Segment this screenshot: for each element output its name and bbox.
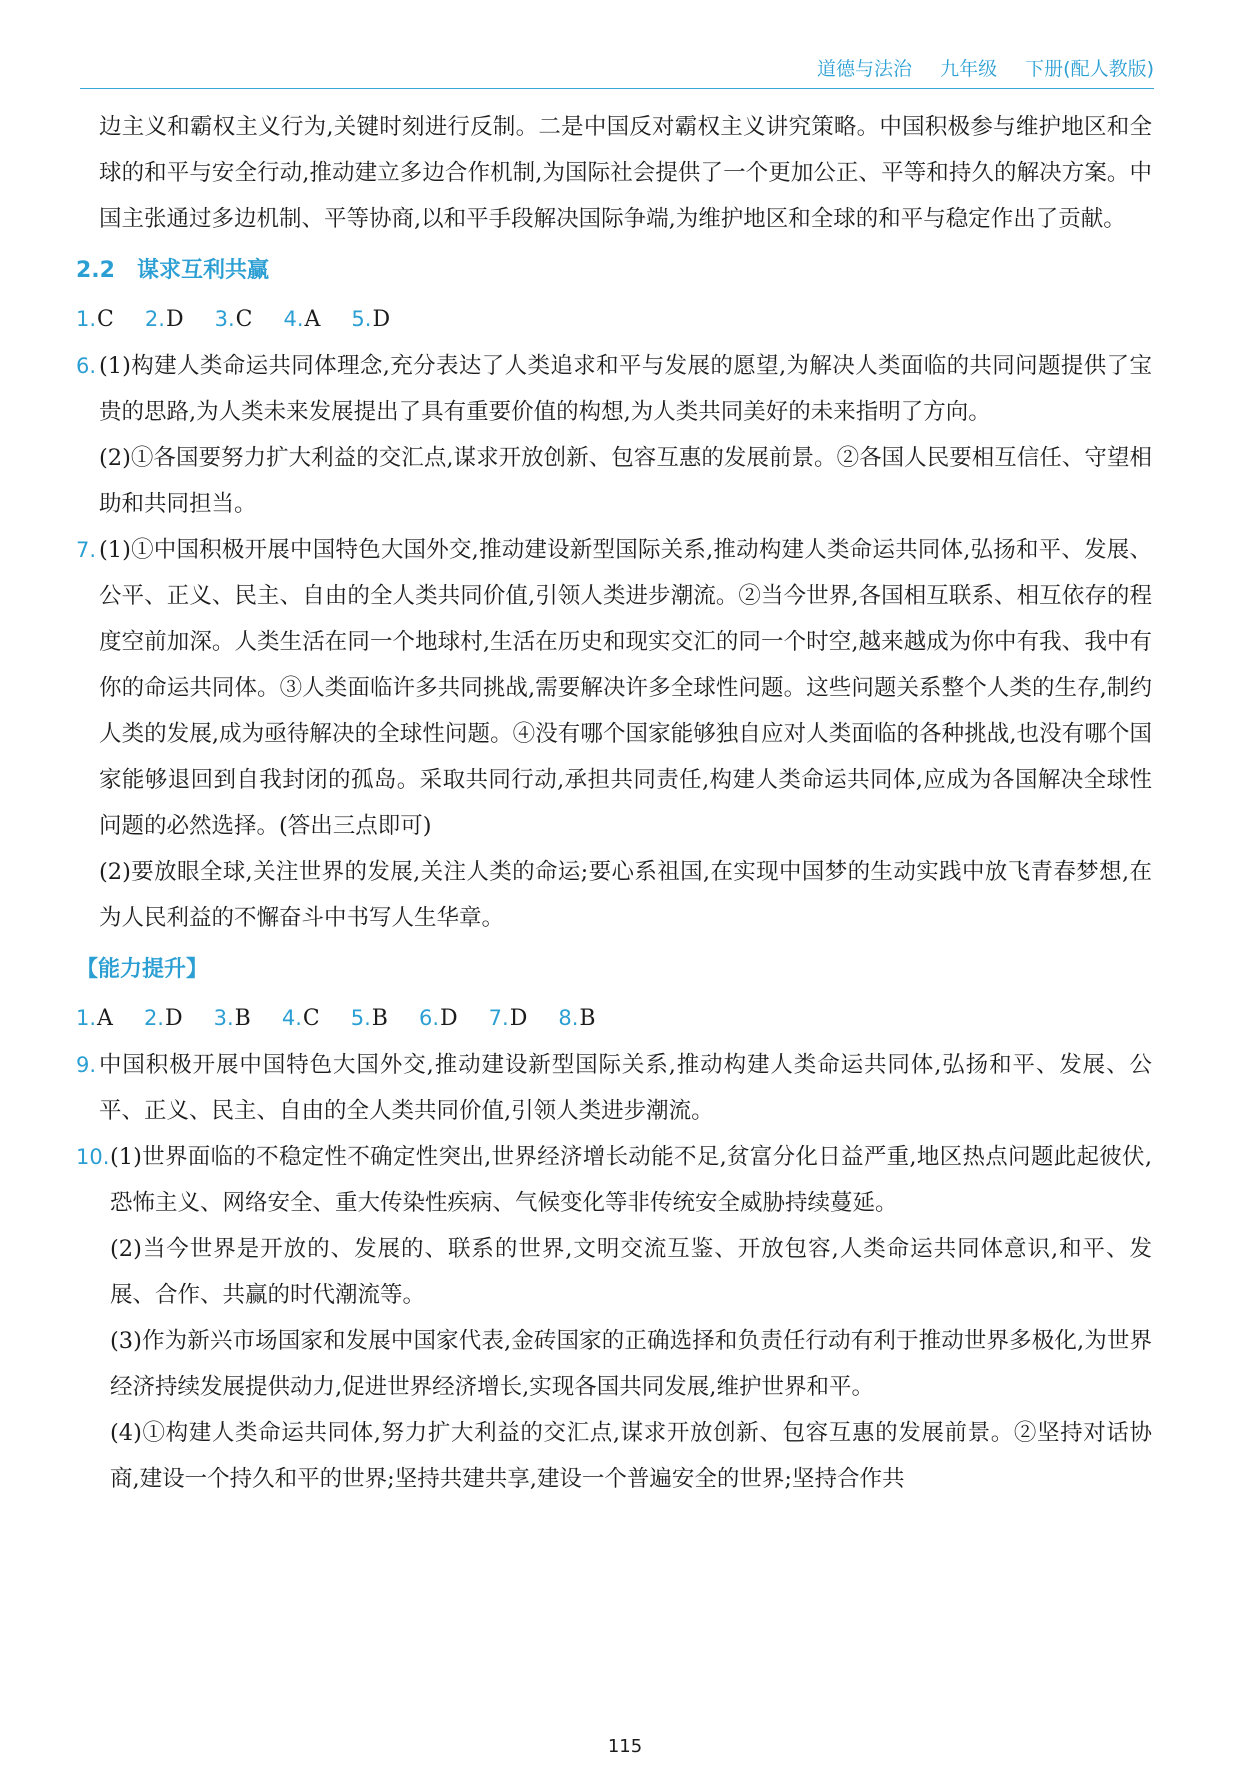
basic-answers-row (76, 296, 1152, 343)
question-10-part-3: (3)作为新兴市场国家和发展中国家代表,金砖国家的正确选择和负责任行动有利于推动世界多极化,为世界经济持续发展提供动力,促进世界经济增长,实现各国共同发展,维护世界和平。 (110, 1328, 1152, 1400)
question-number: 10. (76, 1145, 110, 1169)
answer-item: 6.D (418, 1006, 458, 1031)
header-book-info (817, 54, 1154, 81)
question-9 (76, 1042, 1152, 1134)
answer-item: 5.D (351, 307, 391, 332)
header-grade: 九年级 (940, 58, 998, 80)
answer-item: 2.D (144, 307, 184, 332)
page-header (80, 48, 1154, 89)
header-volume: 下册(配人教版) (1025, 58, 1154, 80)
answer-item: 1.A (76, 1006, 113, 1031)
question-number: 7. (76, 538, 97, 562)
page-number: 115 (607, 1736, 643, 1757)
question-10-part-1: (1)世界面临的不稳定性不确定性突出,世界经济增长动能不足,贫富分化日益严重,地区热点问题此起彼伏,恐怖主义、网络安全、重大传染性疾病、气候变化等非传统安全威胁持续蔓延。 (110, 1144, 1152, 1216)
answer-item: 1.C (76, 307, 114, 332)
answer-item: 7.D (488, 1006, 528, 1031)
answer-item: 3.C (214, 307, 253, 332)
question-7 (76, 527, 1152, 941)
ability-answers-row (76, 995, 1152, 1042)
answer-item: 5.B (350, 1006, 388, 1031)
question-6-part-1: (1)构建人类命运共同体理念,充分表达了人类追求和平与发展的愿望,为解决人类面临的共同问题提供了宝贵的思路,为人类未来发展提出了具有重要价值的构想,为人类共同美好的未来指明了方向。 (99, 353, 1152, 425)
section-heading (76, 246, 1152, 296)
answer-item: 4.C (281, 1006, 320, 1031)
question-6 (76, 343, 1152, 527)
question-number: 9. (76, 1053, 97, 1077)
answer-item: 2.D (143, 1006, 183, 1031)
answer-item: 4.A (283, 307, 321, 332)
question-number: 6. (76, 354, 97, 378)
question-10 (76, 1134, 1152, 1502)
question-10-part-2: (2)当今世界是开放的、发展的、联系的世界,文明交流互鉴、开放包容,人类命运共同体意识,和平、发展、合作、共赢的时代潮流等。 (110, 1236, 1152, 1308)
continued-paragraph: 边主义和霸权主义行为,关键时刻进行反制。二是中国反对霸权主义讲究策略。中国积极参与维护地区和全球的和平与安全行动,推动建立多边合作机制,为国际社会提供了一个更加公正、平等和持久的解决方案。中国主张通过多边机制、平等协商,以和平手段解决国际争端,为维护地区和全球的和平与稳定作出了贡献。 (99, 114, 1152, 232)
question-7-part-2: (2)要放眼全球,关注世界的发展,关注人类的命运;要心系祖国,在实现中国梦的生动实践中放飞青春梦想,在为人民利益的不懈奋斗中书写人生华章。 (99, 859, 1152, 931)
question-9-text: 中国积极开展中国特色大国外交,推动建设新型国际关系,推动构建人类命运共同体,弘扬和平、发展、公平、正义、民主、自由的全人类共同价值,引领人类进步潮流。 (99, 1052, 1152, 1124)
ability-section-title: 【能力提升】 (76, 957, 209, 982)
question-7-part-1: (1)①中国积极开展中国特色大国外交,推动建设新型国际关系,推动构建人类命运共同体,弘扬和平、发展、公平、正义、民主、自由的全人类共同价值,引领人类进步潮流。②当今世界,各国相互联系、相互依存的程度空前加深。人类生活在同一个地球村,生活在历史和现实交汇的同一个时空,越来越成为你中有我、我中有你的命运共同体。③人类面临许多共同挑战,需要解决许多全球性问题。这些问题关系整个人类的生存,制约人类的发展,成为亟待解决的全球性问题。④没有哪个国家能够独自应对人类面临的各种挑战,也没有哪个国家能够退回到自我封闭的孤岛。采取共同行动,承担共同责任,构建人类命运共同体,应成为各国解决全球性问题的必然选择。(答出三点即可) (99, 537, 1152, 839)
question-10-part-4: (4)①构建人类命运共同体,努力扩大利益的交汇点,谋求开放创新、包容互惠的发展前景。②坚持对话协商,建设一个持久和平的世界;坚持共建共享,建设一个普遍安全的世界;坚持合作共 (110, 1420, 1152, 1492)
answer-item: 3.B (213, 1006, 251, 1031)
header-subject: 道德与法治 (817, 58, 913, 80)
section-number: 2.2 (76, 258, 115, 283)
question-6-part-2: (2)①各国要努力扩大利益的交汇点,谋求开放创新、包容互惠的发展前景。②各国人民要相互信任、守望相助和共同担当。 (99, 445, 1152, 517)
section-title: 谋求互利共赢 (136, 258, 269, 283)
answer-item: 8.B (558, 1006, 596, 1031)
page-content (76, 104, 1152, 1502)
